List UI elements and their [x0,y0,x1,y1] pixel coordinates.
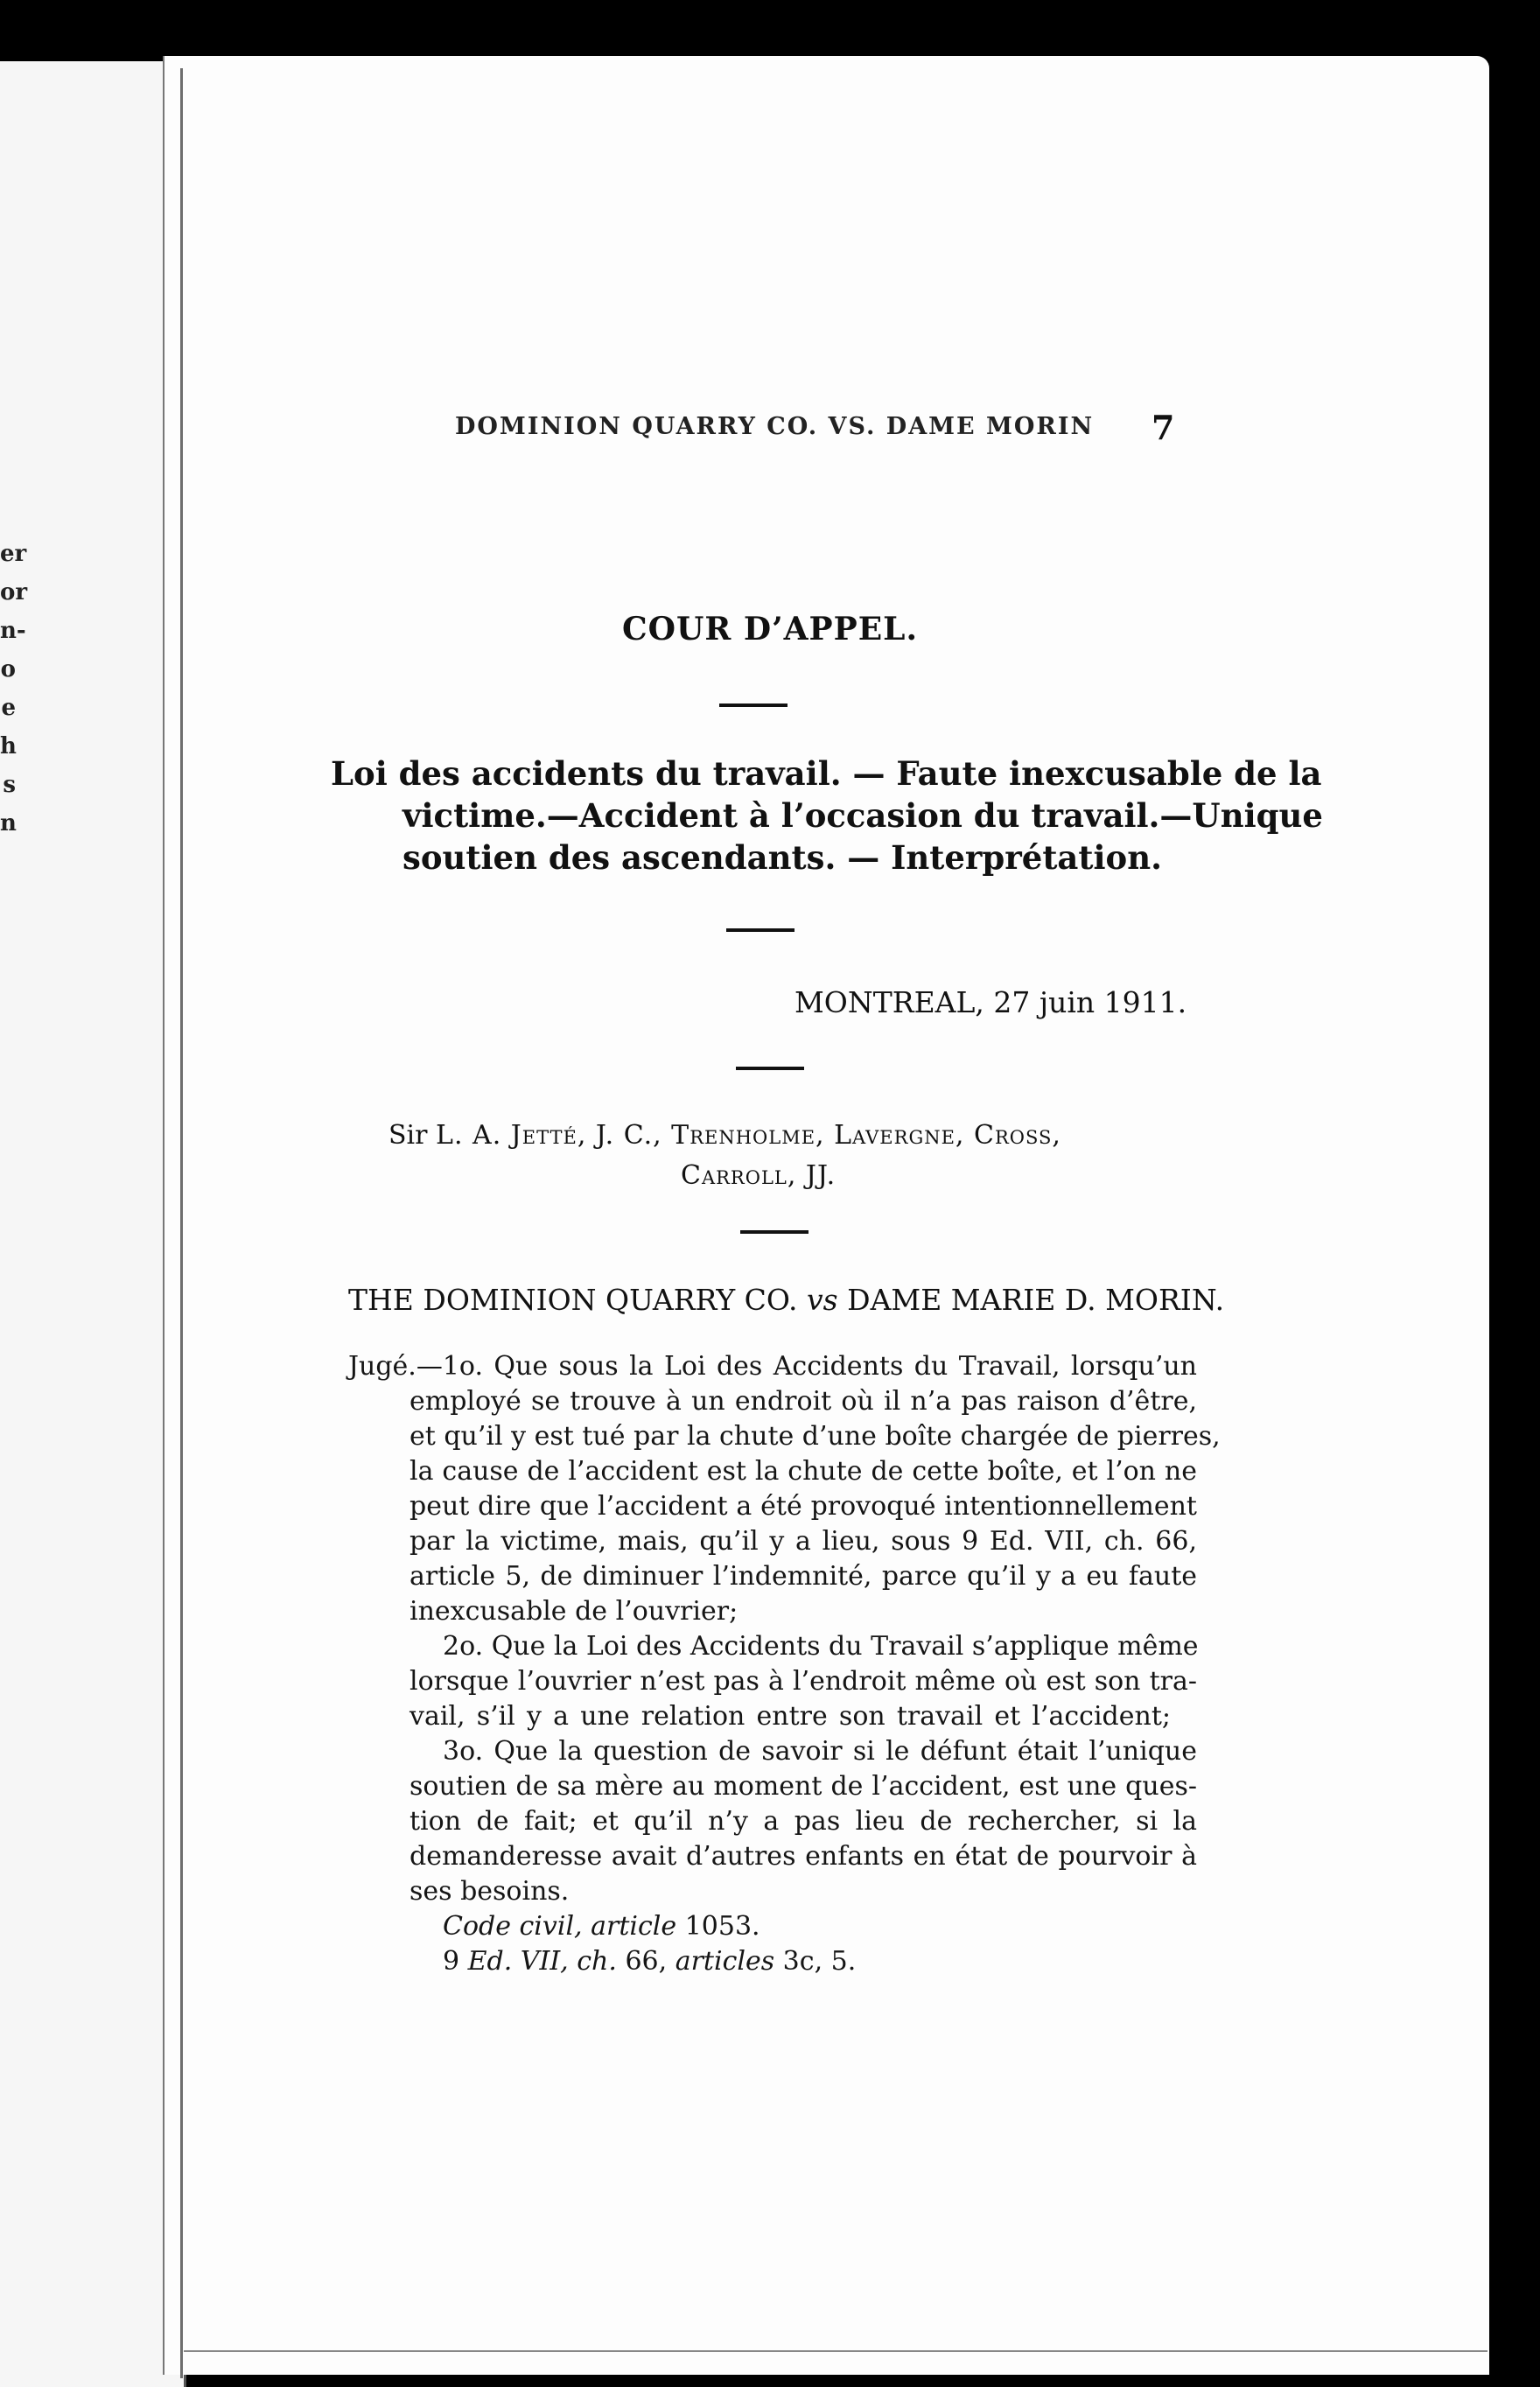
margin-fragment: or [0,579,28,606]
judges-line [388,1120,1061,1151]
citation-number: 1053. [676,1911,760,1942]
citation-part: Ed. VII, ch. [467,1946,617,1977]
appellant: THE DOMINION QUARRY CO. [348,1283,798,1317]
case-parties [348,1283,1224,1317]
holding-line: peut dire que l’accident a été provoqué intentionnellement [410,1491,1197,1522]
holding-line: et qu’il y est tué par la chute d’une boîte chargée de pierres, [410,1421,1221,1452]
holding-line: Jugé.—1o. Que sous la Loi des Accidents du Travail, lorsqu’un [348,1351,1197,1382]
citation-code-civil [443,1911,760,1942]
court-title: COUR D’APPEL. [622,611,918,648]
headnote-line: victime.—Accident à l’occasion du travail.—Unique [402,796,1323,835]
judges-prefix: Sir [388,1120,437,1151]
running-head: DOMINION QUARRY CO. VS. DAME MORIN [455,413,1095,440]
page-bottom-edge [184,2350,1488,2352]
holding-line: vail, s’il y a une relation entre son travail et l’accident; [410,1701,1171,1732]
facing-page-edge [0,61,186,2387]
date-line: MONTREAL, 27 juin 1911. [794,985,1187,1019]
margin-fragment: n- [0,618,26,644]
citation-part: articles [675,1946,775,1977]
citation-statute [443,1946,856,1977]
holding-line: 3o. Que la question de savoir si le défunt était l’unique [443,1736,1197,1767]
holding-line: ses besoins. [410,1876,570,1907]
holding-line: 2o. Que la Loi des Accidents du Travail s’applique même [443,1631,1199,1662]
judges-line: Carroll, JJ. [681,1160,836,1191]
versus: vs [807,1283,838,1317]
gutter-line [180,68,183,2378]
margin-fragment: o [0,656,16,682]
section-rule [740,1230,808,1234]
holding-line: employé se trouve à un endroit où il n’a pas raison d’être, [410,1386,1197,1417]
citation-part: 66, [616,1946,676,1977]
margin-fragment: s [3,772,16,798]
holding-line: demanderesse avait d’autres enfants en état de pourvoir à [410,1841,1197,1872]
headnote-line: Loi des accidents du travail. — Faute inexcusable de la [331,754,1322,793]
section-rule [736,1067,804,1070]
holding-line: inexcusable de l’ouvrier; [410,1596,738,1627]
citation-part: 9 [443,1946,468,1977]
holding-line: tion de fait; et qu’il n’y a pas lieu de rechercher, si la [410,1806,1197,1837]
margin-fragment: er [0,541,27,567]
margin-fragment: h [0,733,17,760]
holding-line: soutien de sa mère au moment de l’accident, est une ques- [410,1771,1197,1802]
citation-part: 3c, 5. [774,1946,857,1977]
section-rule [719,704,788,707]
respondent: DAME MARIE D. MORIN. [847,1283,1225,1317]
citation-text: Code civil, article [443,1911,677,1942]
headnote-line: soutien des ascendants. — Interprétation. [402,838,1163,877]
section-rule [726,928,794,932]
holding-line: la cause de l’accident est la chute de cette boîte, et l’on ne [410,1456,1197,1487]
holding-line: par la victime, mais, qu’il y a lieu, sous 9 Ed. VII, ch. 66, [410,1526,1197,1557]
page-number: 7 [1152,408,1175,447]
holding-line: lorsque l’ouvrier n’est pas à l’endroit même où est son tra- [410,1666,1197,1697]
margin-fragment: e [1,695,16,721]
margin-fragment: n [0,810,17,836]
holding-line: article 5, de diminuer l’indemnité, parce qu’il y a eu faute [410,1561,1197,1592]
judges-names: L. A. Jetté, J. C., Trenholme, Lavergne, Cross, [436,1120,1061,1151]
book-page [163,56,1489,2375]
